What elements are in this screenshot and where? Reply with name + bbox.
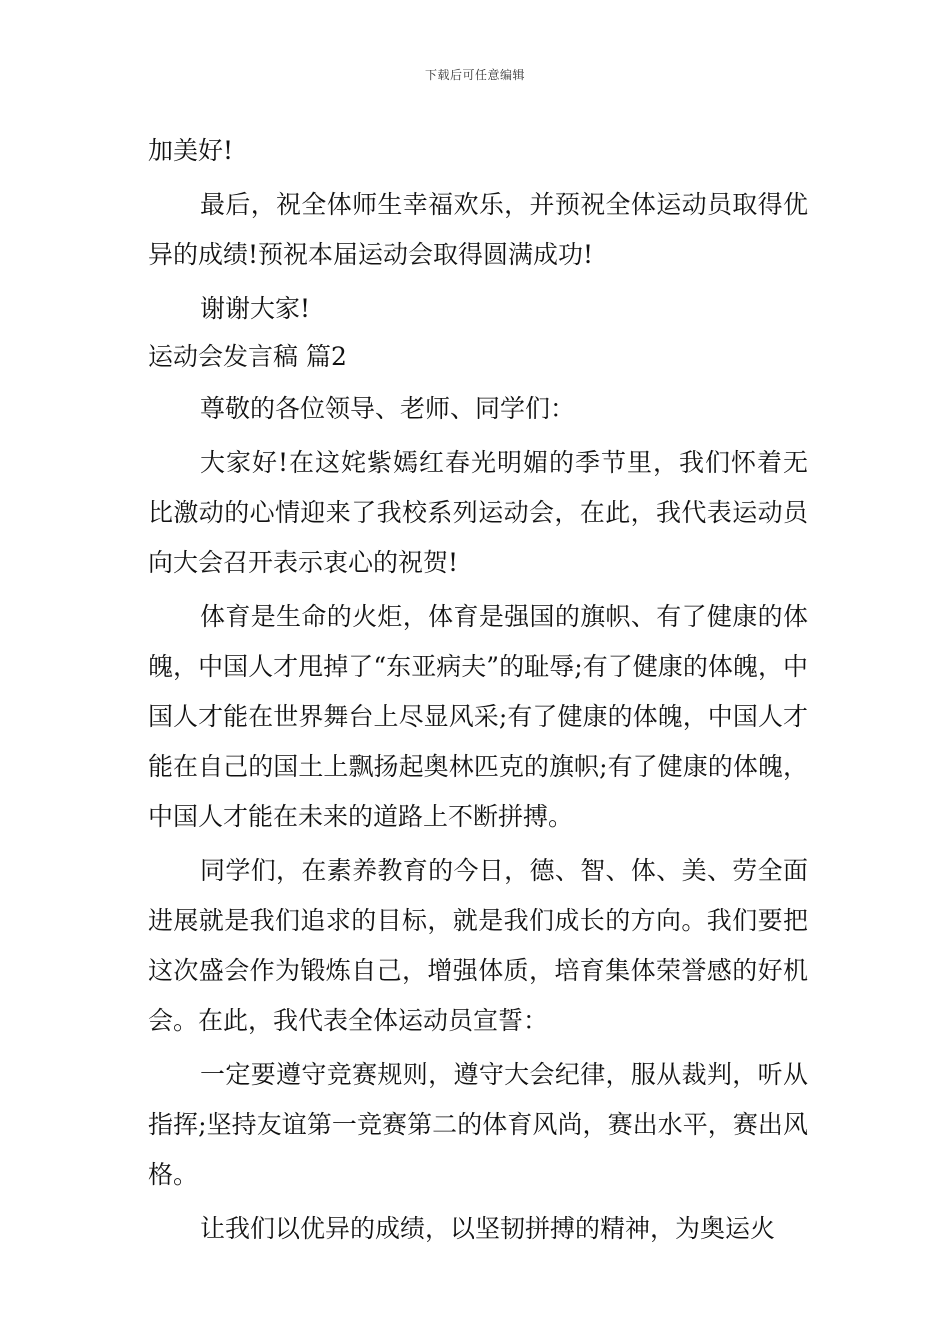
paragraph-closing-wishes: 最后，祝全体师生幸福欢乐，并预祝全体运动员取得优异的成绩!预祝本届运动会取得圆满成功! xyxy=(148,190,808,269)
paragraph-oath: 一定要遵守竞赛规则，遵守大会纪律，服从裁判，听从指挥;坚持友谊第一竞赛第二的体育风尚，赛出水平，赛出风格。 xyxy=(148,1060,808,1189)
paragraph-thanks: 谢谢大家! xyxy=(200,294,311,323)
paragraph-students-goal: 同学们，在素养教育的今日，德、智、体、美、劳全面进展就是我们追求的目标，就是我们成长的方向。我们要把这次盛会作为锻炼自己，增强体质，培育集体荣誉感的好机会。在此，我代表全体运动员宣誓： xyxy=(148,856,808,1035)
document-body xyxy=(148,126,808,1254)
section-title: 运动会发言稿 篇2 xyxy=(148,342,347,371)
paragraph-final-call: 让我们以优异的成绩，以坚韧拼搏的精神，为奥运火 xyxy=(200,1214,776,1243)
paragraph-sports-importance: 体育是生命的火炬，体育是强国的旗帜、有了健康的体魄，中国人才甩掉了“东亚病夫”的耻辱;有了健康的体魄，中国人才能在世界舞台上尽显风采;有了健康的体魄，中国人才能在自己的国土上飘扬起奥林匹克的旗帜;有了健康的体魄，中国人才能在未来的道路上不断拼搏。 xyxy=(148,602,808,831)
page-header-note: 下载后可任意编辑 xyxy=(424,68,525,82)
paragraph-salutation: 尊敬的各位领导、老师、同学们： xyxy=(200,394,576,423)
paragraph-greeting: 大家好!在这姹紫嫣红春光明媚的季节里，我们怀着无比激动的心情迎来了我校系列运动会，在此，我代表运动员向大会召开表示衷心的祝贺! xyxy=(148,448,808,577)
paragraph-continuation: 加美好! xyxy=(148,136,234,165)
